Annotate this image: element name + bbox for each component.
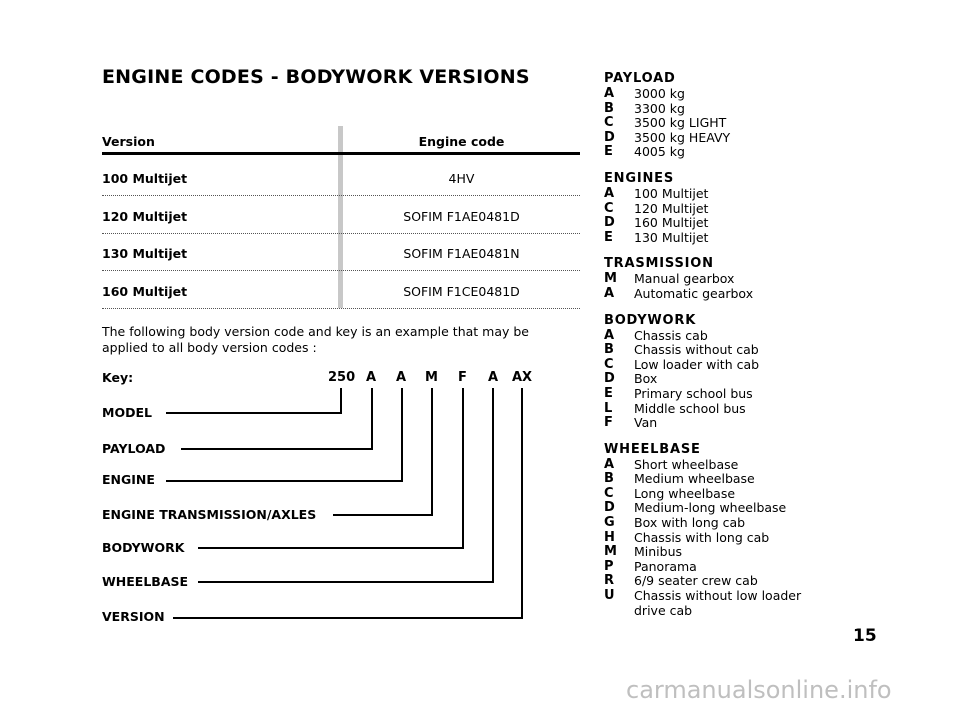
- list-item: L Middle school bus: [604, 400, 746, 416]
- key-code-wheelbase: A: [488, 370, 499, 385]
- connector-model: [166, 388, 341, 413]
- row-engine-code: SOFIM F1AE0481D: [403, 209, 520, 224]
- key-code-payload: A: [366, 370, 377, 385]
- list-item: P Panorama: [604, 558, 697, 574]
- row-engine-code: 4HV: [448, 171, 475, 186]
- row-version: 100 Multijet: [102, 171, 188, 186]
- watermark: carmanualsonline.info: [626, 676, 892, 704]
- list-item: A 3000 kg: [604, 86, 685, 101]
- list-item: R 6/9 seater crew cab: [604, 573, 758, 589]
- table-header-version: Version: [102, 134, 155, 149]
- list-item: A Automatic gearbox: [604, 285, 754, 301]
- list-item: B Medium wheelbase: [604, 471, 755, 487]
- key-field-bodywork: BODYWORK: [102, 540, 185, 555]
- page-title: ENGINE CODES - BODYWORK VERSIONS: [102, 66, 530, 88]
- row-version: 160 Multijet: [102, 284, 188, 299]
- key-field-engine: ENGINE: [102, 472, 155, 487]
- list-item: C Low loader with cab: [604, 356, 760, 372]
- code-legend: [604, 70, 904, 618]
- section-heading-wheelbase: WHEELBASE: [604, 441, 701, 457]
- intro-paragraph: The following body version code and key is an example that may be applied to all body version codes :: [102, 324, 529, 355]
- key-code-model: 250: [328, 370, 356, 385]
- connector-payload: [181, 388, 372, 449]
- list-item: H Chassis with long cab: [604, 529, 770, 545]
- connector-wheelbase: [198, 388, 493, 582]
- key-code-bodywork: F: [458, 370, 467, 385]
- row-engine-code: SOFIM F1AE0481N: [403, 246, 520, 261]
- list-item: A 100 Multijet: [604, 185, 709, 201]
- list-item: E Primary school bus: [604, 385, 753, 401]
- list-item: D 3500 kg HEAVY: [604, 129, 731, 145]
- connector-transmission: [333, 388, 432, 515]
- list-item: F Van: [604, 415, 658, 431]
- list-item: A Short wheelbase: [604, 456, 739, 472]
- key-code-transmission: M: [425, 370, 438, 385]
- list-item: A Chassis cab: [604, 327, 708, 343]
- section-heading-transmission: TRASMISSION: [604, 256, 714, 272]
- key-field-transmission: ENGINE TRANSMISSION/AXLES: [102, 507, 317, 522]
- key-field-payload: PAYLOAD: [102, 441, 166, 456]
- key-label: Key:: [102, 370, 134, 385]
- section-heading-payload: PAYLOAD: [604, 71, 676, 86]
- list-item: M Minibus: [604, 544, 683, 560]
- list-item: B 3300 kg: [604, 100, 685, 116]
- row-engine-code: SOFIM F1CE0481D: [403, 284, 520, 299]
- row-version: 120 Multijet: [102, 209, 188, 224]
- list-item: M Manual gearbox: [604, 271, 735, 287]
- list-item: E 130 Multijet: [604, 229, 709, 245]
- row-version: 130 Multijet: [102, 246, 188, 261]
- list-item: U Chassis without low loader drive cab: [604, 588, 802, 618]
- list-item: D 160 Multijet: [604, 215, 709, 231]
- key-code-version: AX: [512, 370, 533, 385]
- connector-engine: [166, 388, 402, 481]
- list-item: D Medium-long wheelbase: [604, 500, 787, 516]
- key-field-version: VERSION: [102, 609, 165, 624]
- list-item: G Box with long cab: [604, 515, 746, 531]
- section-heading-engines: ENGINES: [604, 170, 674, 186]
- list-item: B Chassis without cab: [604, 342, 759, 358]
- list-item: C 3500 kg LIGHT: [604, 115, 727, 131]
- key-code-engine: A: [396, 370, 407, 385]
- section-heading-bodywork: BODYWORK: [604, 312, 697, 328]
- list-item: C 120 Multijet: [604, 200, 709, 216]
- list-item: D Box: [604, 371, 658, 387]
- key-field-model: MODEL: [102, 405, 152, 420]
- list-item: E 4005 kg: [604, 144, 685, 160]
- list-item: C Long wheelbase: [604, 485, 736, 501]
- table-header-engine-code: Engine code: [418, 134, 505, 149]
- key-field-wheelbase: WHEELBASE: [102, 574, 189, 589]
- connector-version: [173, 388, 522, 618]
- page-number: 15: [853, 626, 877, 646]
